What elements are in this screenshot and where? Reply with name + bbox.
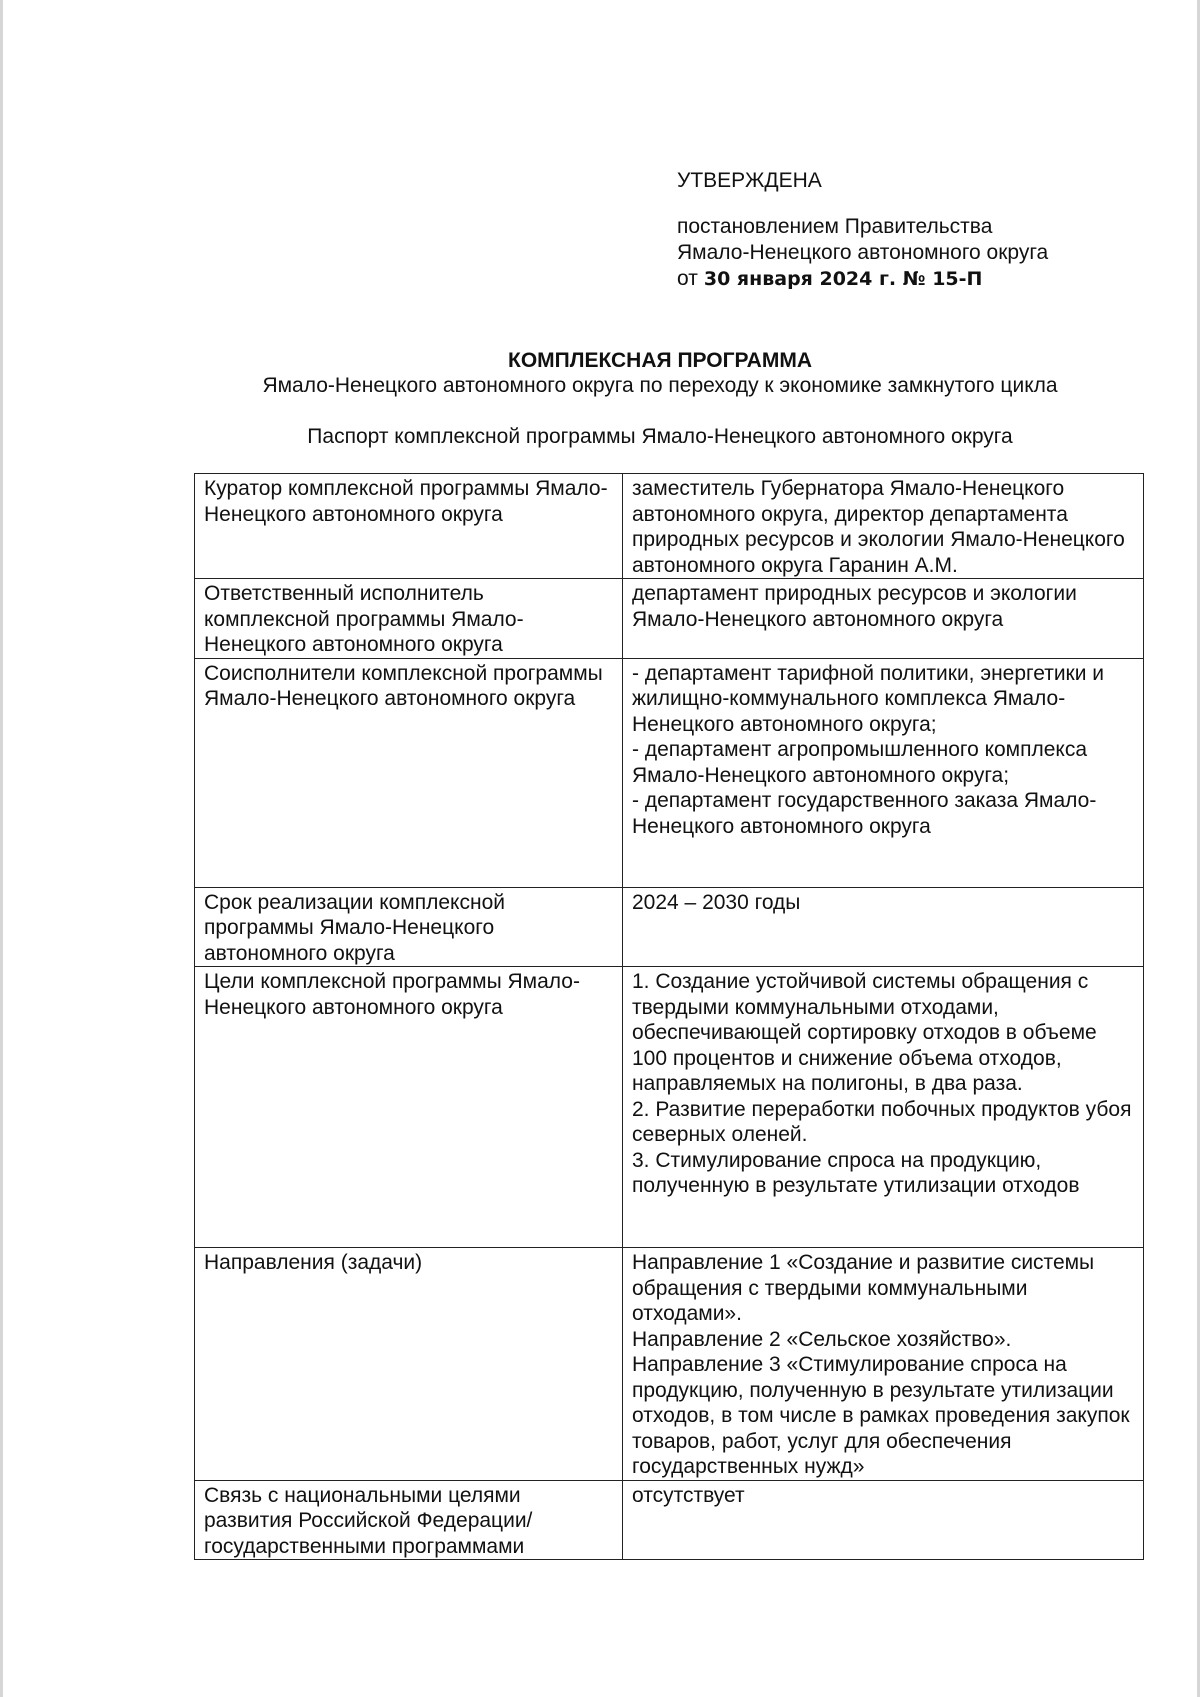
value-line: Направление 1 «Создание и развитие системы обращения с твердыми коммунальными отходами».	[632, 1251, 1095, 1325]
row-value	[623, 474, 1144, 579]
row-value	[623, 1480, 1144, 1560]
table-row	[195, 579, 1144, 659]
passport-title: Паспорт комплексной программы Ямало-Ненецкого автономного округа	[307, 425, 1013, 448]
value-line: - департамент агропромышленного комплекса Ямало-Ненецкого автономного округа;	[632, 738, 1088, 787]
row-label: Цели комплексной программы Ямало-Ненецкого автономного округа	[195, 967, 623, 1248]
value-line: заместитель Губернатора Ямало-Ненецкого автономного округа, директор департамента природных ресурсов и экологии Ямало-Ненецкого автономного округа Гаранин А.М.	[632, 477, 1125, 577]
table-row	[195, 658, 1144, 887]
approval-date-line	[677, 266, 1048, 292]
table-row	[195, 967, 1144, 1248]
document-title: КОМПЛЕКСНАЯ ПРОГРАММА	[508, 349, 812, 372]
approval-heading: УТВЕРЖДЕНА	[677, 169, 822, 192]
approval-from-label: от	[677, 267, 698, 290]
table-row	[195, 474, 1144, 579]
value-line: - департамент тарифной политики, энергетики и жилищно-коммунального комплекса Ямало-Ненецкого автономного округа;	[632, 661, 1105, 736]
row-value	[623, 579, 1144, 659]
page-edge-left	[0, 0, 3, 1697]
value-line: 1. Создание устойчивой системы обращения с твердыми коммунальными отходами, обеспечивающей сортировку отходов в объеме 100 процентов и снижение объема отходов, направляемых на полигоны, в два раза.	[632, 970, 1097, 1095]
row-value	[623, 1248, 1144, 1481]
value-line: 3. Стимулирование спроса на продукцию, полученную в результате утилизации отходов	[632, 1148, 1080, 1197]
row-value	[623, 658, 1144, 887]
row-value	[623, 967, 1144, 1248]
approval-line-1: постановлением Правительства	[677, 215, 993, 238]
value-line: Направление 3 «Стимулирование спроса на продукцию, полученную в результате утилизации отходов, в том числе в рамках проведения закупок товаров, работ, услуг для обеспечения государственных нужд»	[632, 1353, 1130, 1478]
table-row	[195, 887, 1144, 967]
row-value	[623, 887, 1144, 967]
passport-table	[194, 473, 1144, 1560]
row-label: Куратор комплексной программы Ямало-Ненецкого автономного округа	[195, 474, 623, 579]
row-label: Связь с национальными целями развития Российской Федерации/ государственными программами	[195, 1480, 623, 1560]
value-line: 2024 – 2030 годы	[632, 890, 801, 914]
value-line: департамент природных ресурсов и экологии Ямало-Ненецкого автономного округа	[632, 582, 1077, 631]
value-line: 2. Развитие переработки побочных продуктов убоя северных оленей.	[632, 1097, 1132, 1146]
value-line: Направление 2 «Сельское хозяйство».	[632, 1327, 1012, 1351]
approval-number: 30 января 2024 г. № 15-П	[703, 268, 983, 290]
approval-line-2: Ямало-Ненецкого автономного округа	[677, 241, 1049, 264]
row-label: Направления (задачи)	[195, 1248, 623, 1481]
row-label: Соисполнители комплексной программы Ямало-Ненецкого автономного округа	[195, 658, 623, 887]
table-row	[195, 1480, 1144, 1560]
row-label: Ответственный исполнитель комплексной программы Ямало-Ненецкого автономного округа	[195, 579, 623, 659]
row-label: Срок реализации комплексной программы Ямало-Ненецкого автономного округа	[195, 887, 623, 967]
approval-block	[677, 168, 1048, 292]
value-line: отсутствует	[632, 1483, 745, 1507]
document-subtitle: Ямало-Ненецкого автономного округа по переходу к экономике замкнутого цикла	[262, 374, 1058, 397]
table-row	[195, 1248, 1144, 1481]
value-line: - департамент государственного заказа Ямало-Ненецкого автономного округа	[632, 789, 1097, 838]
